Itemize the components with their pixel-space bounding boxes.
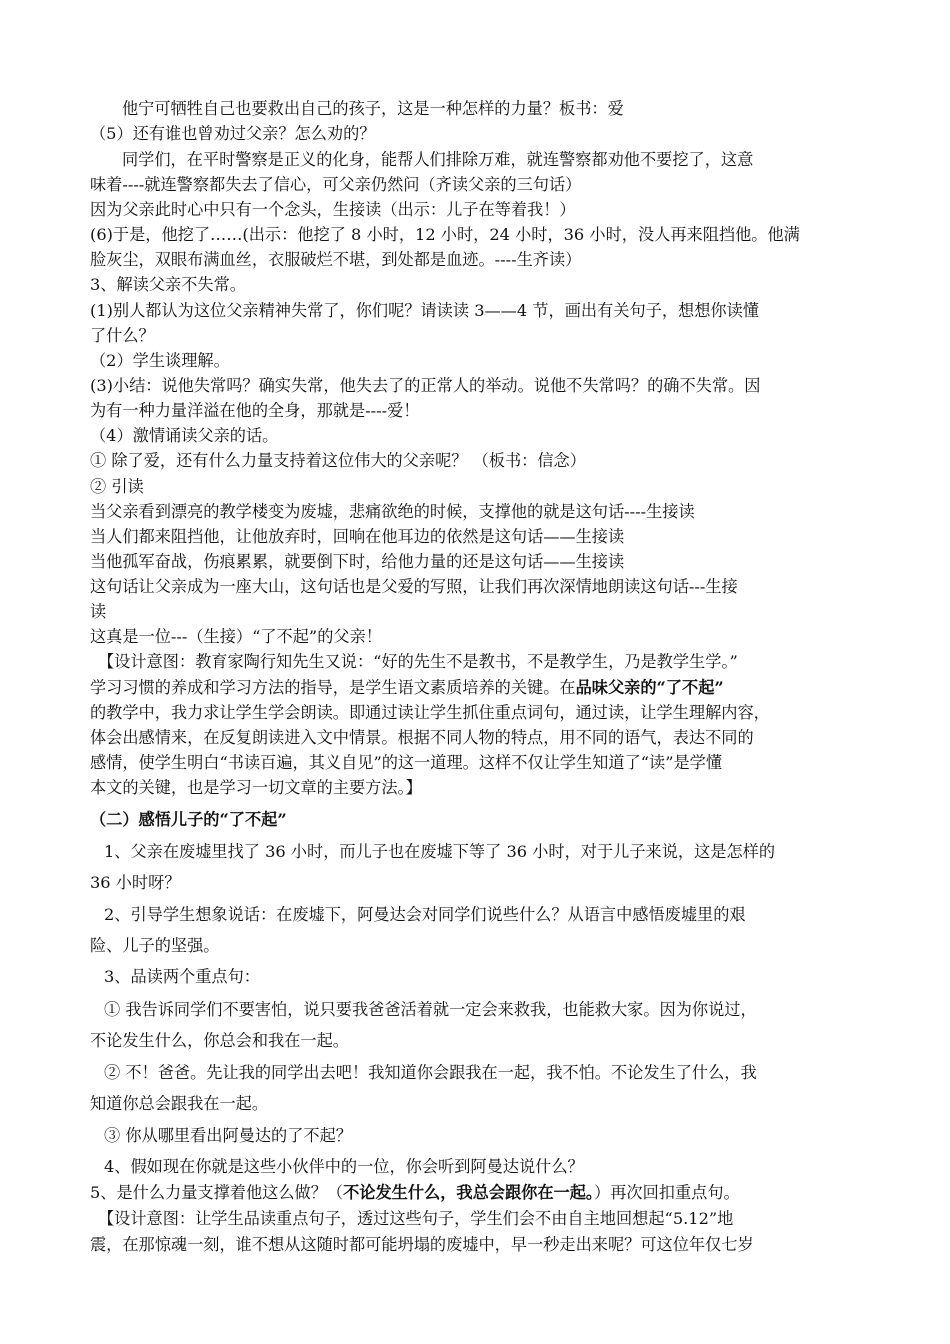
text-line: 读 xyxy=(90,602,107,621)
text-line: （4）激情诵读父亲的话。 xyxy=(90,426,279,445)
text-line: 这句话让父亲成为一座大山，这句话也是父爱的写照，让我们再次深情地朗读这句话---生接 xyxy=(90,577,738,596)
text-line: 他宁可牺牲自己也要救出自己的孩子，这是一种怎样的力量？板书：爱 xyxy=(122,99,624,118)
text-line: 的教学中，我力求让学生学会朗读。即通过读让学生抓住重点词句，通过读，让学生理解内容， xyxy=(90,703,770,722)
text-line: 味着----就连警察都失去了信心，可父亲仍然问（齐读父亲的三句话） xyxy=(90,175,582,194)
text-line: 3、解读父亲不失常。 xyxy=(90,275,246,294)
text-line: 2、引导学生想象说话：在废墟下，阿曼达会对同学们说些什么？从语言中感悟废墟里的艰 xyxy=(104,905,746,924)
text-line: (3)小结：说他失常吗？确实失常，他失去了的正常人的举动。说他不失常吗？的确不失常。因 xyxy=(90,376,761,395)
text-line: ② 引读 xyxy=(90,477,144,496)
text-line: 1、父亲在废墟里找了 36 小时，而儿子也在废墟下等了 36 小时，对于儿子来说，这是怎样的 xyxy=(104,842,776,861)
text-line: 3、品读两个重点句： xyxy=(104,967,260,986)
text-line: 同学们，在平时警察是正义的化身，能帮人们排除万难，就连警察都劝他不要挖了，这意 xyxy=(122,150,754,169)
text-run: ）再次回扣重点句。 xyxy=(594,1183,740,1202)
text-line: 为有一种力量洋溢在他的全身，那就是----爱！ xyxy=(90,401,420,420)
text-line: （5）还有谁也曾劝过父亲？怎么劝的？ xyxy=(90,124,376,143)
text-line: 因为父亲此时心中只有一个念头，生接读（出示：儿子在等着我！） xyxy=(90,200,576,219)
text-line: 脸灰尘，双眼布满血丝，衣服破烂不堪，到处都是血迹。----生齐读） xyxy=(90,250,582,269)
text-line: (6)于是，他挖了……(出示：他挖了 8 小时，12 小时，24 小时，36 小时，没人再来阻挡他。他满 xyxy=(90,225,800,244)
text-line: 不论发生什么，你总会和我在一起。 xyxy=(90,1031,349,1050)
text-line: （2）学生谈理解。 xyxy=(90,351,230,370)
text-line: ③ 你从哪里看出阿曼达的了不起？ xyxy=(104,1126,352,1145)
text-line: 这真是一位---（生接）“了不起”的父亲！ xyxy=(90,627,382,646)
text-line: (1)别人都认为这位父亲精神失常了，你们呢？请读读 3——4 节，画出有关句子，想想你读懂 xyxy=(90,301,759,320)
text-line: 险、儿子的坚强。 xyxy=(90,936,220,955)
text-line: ② 不！爸爸。先让我的同学出去吧！我知道你会跟我在一起，我不怕。不论发生了什么，我 xyxy=(104,1063,757,1082)
text-line: 4、假如现在你就是这些小伙伴中的一位，你会听到阿曼达说什么？ xyxy=(104,1157,584,1176)
bold-phrase: 品味父亲的“了不起” xyxy=(575,678,724,697)
text-line xyxy=(90,678,870,698)
text-line: 震，在那惊魂一刻，谁不想从这随时都可能坍塌的废墟中，早一秒走出来呢？可这位年仅七岁 xyxy=(90,1235,754,1254)
text-line: 【设计意图：教育家陶行知先生又说：“好的先生不是教书，不是教学生，乃是教学生学。” xyxy=(98,652,738,671)
section-heading: （二）感悟儿子的“了不起” xyxy=(90,810,287,829)
text-line: ① 我告诉同学们不要害怕，说只要我爸爸活着就一定会来救我，也能救大家。因为你说过， xyxy=(104,1000,757,1019)
text-line: 知道你总会跟我在一起。 xyxy=(90,1094,269,1113)
text-line: 36 小时呀？ xyxy=(90,873,181,892)
text-line: 了什么？ xyxy=(90,326,155,345)
text-line: 当父亲看到漂亮的教学楼变为废墟，悲痛欲绝的时候，支撑他的就是这句话----生接读 xyxy=(90,502,695,521)
text-line: 当他孤军奋战，伤痕累累，就要倒下时，给他力量的还是这句话——生接读 xyxy=(90,552,625,571)
text-line: ① 除了爱，还有什么力量支持着这位伟大的父亲呢？ （板书：信念） xyxy=(90,451,586,470)
bold-phrase: 不论发生什么，我总会跟你在一起。 xyxy=(343,1183,595,1202)
text-line: 【设计意图：让学生品读重点句子，透过这些句子，学生们会不由自主地回想起“5.12”地 xyxy=(98,1209,734,1228)
text-line: 当人们都来阻挡他，让他放弃时，回响在他耳边的依然是这句话——生接读 xyxy=(90,527,625,546)
text-run: 5、是什么力量支撑着他这么做？（ xyxy=(90,1183,344,1202)
text-run: 学习习惯的养成和学习方法的指导，是学生语文素质培养的关键。在 xyxy=(90,678,576,697)
text-line: 体会出感情来，在反复朗读进入文中情景。根据不同人物的特点，用不同的语气，表达不同的 xyxy=(90,728,754,747)
text-line xyxy=(90,1183,870,1203)
text-line: 感情，使学生明白“书读百遍，其义自见”的这一道理。这样不仅让学生知道了“读”是学懂 xyxy=(90,753,723,772)
text-line: 本文的关键，也是学习一切文章的主要方法。】 xyxy=(90,778,422,797)
